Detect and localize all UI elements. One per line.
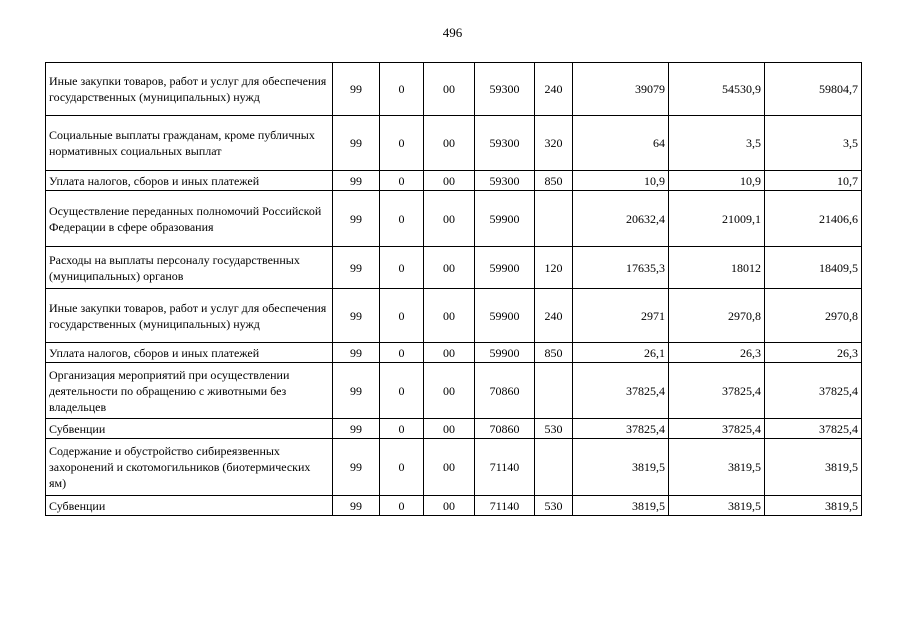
cell-code-b: 0	[380, 63, 424, 116]
budget-table	[45, 62, 862, 516]
cell-code-d: 71140	[475, 496, 535, 516]
cell-code-a: 99	[333, 171, 380, 191]
cell-code-e: 120	[535, 247, 573, 289]
cell-code-a: 99	[333, 289, 380, 343]
cell-value-2: 2970,8	[669, 289, 765, 343]
cell-code-c: 00	[424, 171, 475, 191]
cell-code-e: 530	[535, 419, 573, 439]
cell-value-2: 37825,4	[669, 419, 765, 439]
cell-code-c: 00	[424, 439, 475, 496]
row-name: Организация мероприятий при осуществлении деятельности по обращению с животными без владельцев	[46, 363, 333, 419]
cell-code-c: 00	[424, 247, 475, 289]
cell-value-1: 26,1	[573, 343, 669, 363]
cell-value-3: 37825,4	[765, 363, 862, 419]
cell-code-a: 99	[333, 419, 380, 439]
cell-code-a: 99	[333, 63, 380, 116]
cell-value-1: 2971	[573, 289, 669, 343]
cell-value-1: 17635,3	[573, 247, 669, 289]
cell-value-2: 54530,9	[669, 63, 765, 116]
cell-code-b: 0	[380, 289, 424, 343]
table-row	[46, 247, 862, 289]
cell-code-c: 00	[424, 63, 475, 116]
cell-value-3: 3819,5	[765, 496, 862, 516]
cell-code-d: 59900	[475, 247, 535, 289]
cell-value-3: 3819,5	[765, 439, 862, 496]
cell-code-b: 0	[380, 116, 424, 171]
cell-code-c: 00	[424, 289, 475, 343]
table-row	[46, 439, 862, 496]
cell-code-c: 00	[424, 419, 475, 439]
table-row	[46, 496, 862, 516]
cell-value-3: 59804,7	[765, 63, 862, 116]
cell-value-3: 3,5	[765, 116, 862, 171]
cell-code-d: 70860	[475, 363, 535, 419]
cell-code-d: 71140	[475, 439, 535, 496]
table-row	[46, 363, 862, 419]
cell-value-2: 18012	[669, 247, 765, 289]
row-name: Субвенции	[46, 496, 333, 516]
page-number: 496	[442, 25, 463, 40]
row-name: Содержание и обустройство сибиреязвенных захоронений и скотомогильников (биотермических ям)	[46, 439, 333, 496]
cell-value-3: 10,7	[765, 171, 862, 191]
cell-code-d: 59300	[475, 63, 535, 116]
cell-value-1: 20632,4	[573, 191, 669, 247]
table-row	[46, 289, 862, 343]
cell-value-2: 3819,5	[669, 496, 765, 516]
cell-code-a: 99	[333, 116, 380, 171]
cell-code-d: 59900	[475, 191, 535, 247]
cell-code-d: 59300	[475, 171, 535, 191]
cell-value-2: 37825,4	[669, 363, 765, 419]
row-name: Иные закупки товаров, работ и услуг для обеспечения государственных (муниципальных) нужд	[46, 289, 333, 343]
cell-code-a: 99	[333, 191, 380, 247]
cell-value-3: 26,3	[765, 343, 862, 363]
cell-code-b: 0	[380, 496, 424, 516]
cell-code-b: 0	[380, 419, 424, 439]
cell-value-2: 21009,1	[669, 191, 765, 247]
table-row	[46, 191, 862, 247]
cell-code-c: 00	[424, 496, 475, 516]
cell-code-d: 59300	[475, 116, 535, 171]
cell-code-a: 99	[333, 439, 380, 496]
row-name: Уплата налогов, сборов и иных платежей	[46, 343, 333, 363]
table-row	[46, 171, 862, 191]
cell-code-e: 850	[535, 171, 573, 191]
row-name: Социальные выплаты гражданам, кроме публичных нормативных социальных выплат	[46, 116, 333, 171]
cell-value-3: 37825,4	[765, 419, 862, 439]
cell-value-3: 2970,8	[765, 289, 862, 343]
cell-code-c: 00	[424, 191, 475, 247]
table-row	[46, 63, 862, 116]
cell-value-2: 3819,5	[669, 439, 765, 496]
cell-code-a: 99	[333, 496, 380, 516]
cell-code-c: 00	[424, 116, 475, 171]
cell-code-e	[535, 439, 573, 496]
cell-code-b: 0	[380, 439, 424, 496]
cell-code-e	[535, 363, 573, 419]
cell-value-1: 64	[573, 116, 669, 171]
cell-value-1: 3819,5	[573, 439, 669, 496]
cell-code-b: 0	[380, 191, 424, 247]
cell-code-b: 0	[380, 363, 424, 419]
cell-code-e: 240	[535, 63, 573, 116]
cell-code-d: 70860	[475, 419, 535, 439]
cell-code-b: 0	[380, 343, 424, 363]
row-name: Уплата налогов, сборов и иных платежей	[46, 171, 333, 191]
row-name: Расходы на выплаты персоналу государственных (муниципальных) органов	[46, 247, 333, 289]
cell-code-b: 0	[380, 247, 424, 289]
cell-value-2: 3,5	[669, 116, 765, 171]
cell-value-2: 26,3	[669, 343, 765, 363]
cell-value-1: 39079	[573, 63, 669, 116]
row-name: Иные закупки товаров, работ и услуг для обеспечения государственных (муниципальных) нужд	[46, 63, 333, 116]
table-row	[46, 116, 862, 171]
cell-code-e: 240	[535, 289, 573, 343]
cell-code-c: 00	[424, 363, 475, 419]
cell-code-e: 850	[535, 343, 573, 363]
cell-code-d: 59900	[475, 289, 535, 343]
cell-code-b: 0	[380, 171, 424, 191]
cell-value-3: 21406,6	[765, 191, 862, 247]
cell-code-a: 99	[333, 247, 380, 289]
cell-code-a: 99	[333, 343, 380, 363]
cell-code-e	[535, 191, 573, 247]
cell-code-e: 530	[535, 496, 573, 516]
cell-value-2: 10,9	[669, 171, 765, 191]
cell-code-e: 320	[535, 116, 573, 171]
row-name: Осуществление переданных полномочий Российской Федерации в сфере образования	[46, 191, 333, 247]
cell-code-c: 00	[424, 343, 475, 363]
row-name: Субвенции	[46, 419, 333, 439]
cell-code-a: 99	[333, 363, 380, 419]
cell-value-1: 3819,5	[573, 496, 669, 516]
table-row	[46, 343, 862, 363]
budget-table-body	[46, 63, 862, 516]
cell-value-1: 10,9	[573, 171, 669, 191]
cell-value-1: 37825,4	[573, 363, 669, 419]
cell-code-d: 59900	[475, 343, 535, 363]
table-row	[46, 419, 862, 439]
cell-value-3: 18409,5	[765, 247, 862, 289]
cell-value-1: 37825,4	[573, 419, 669, 439]
